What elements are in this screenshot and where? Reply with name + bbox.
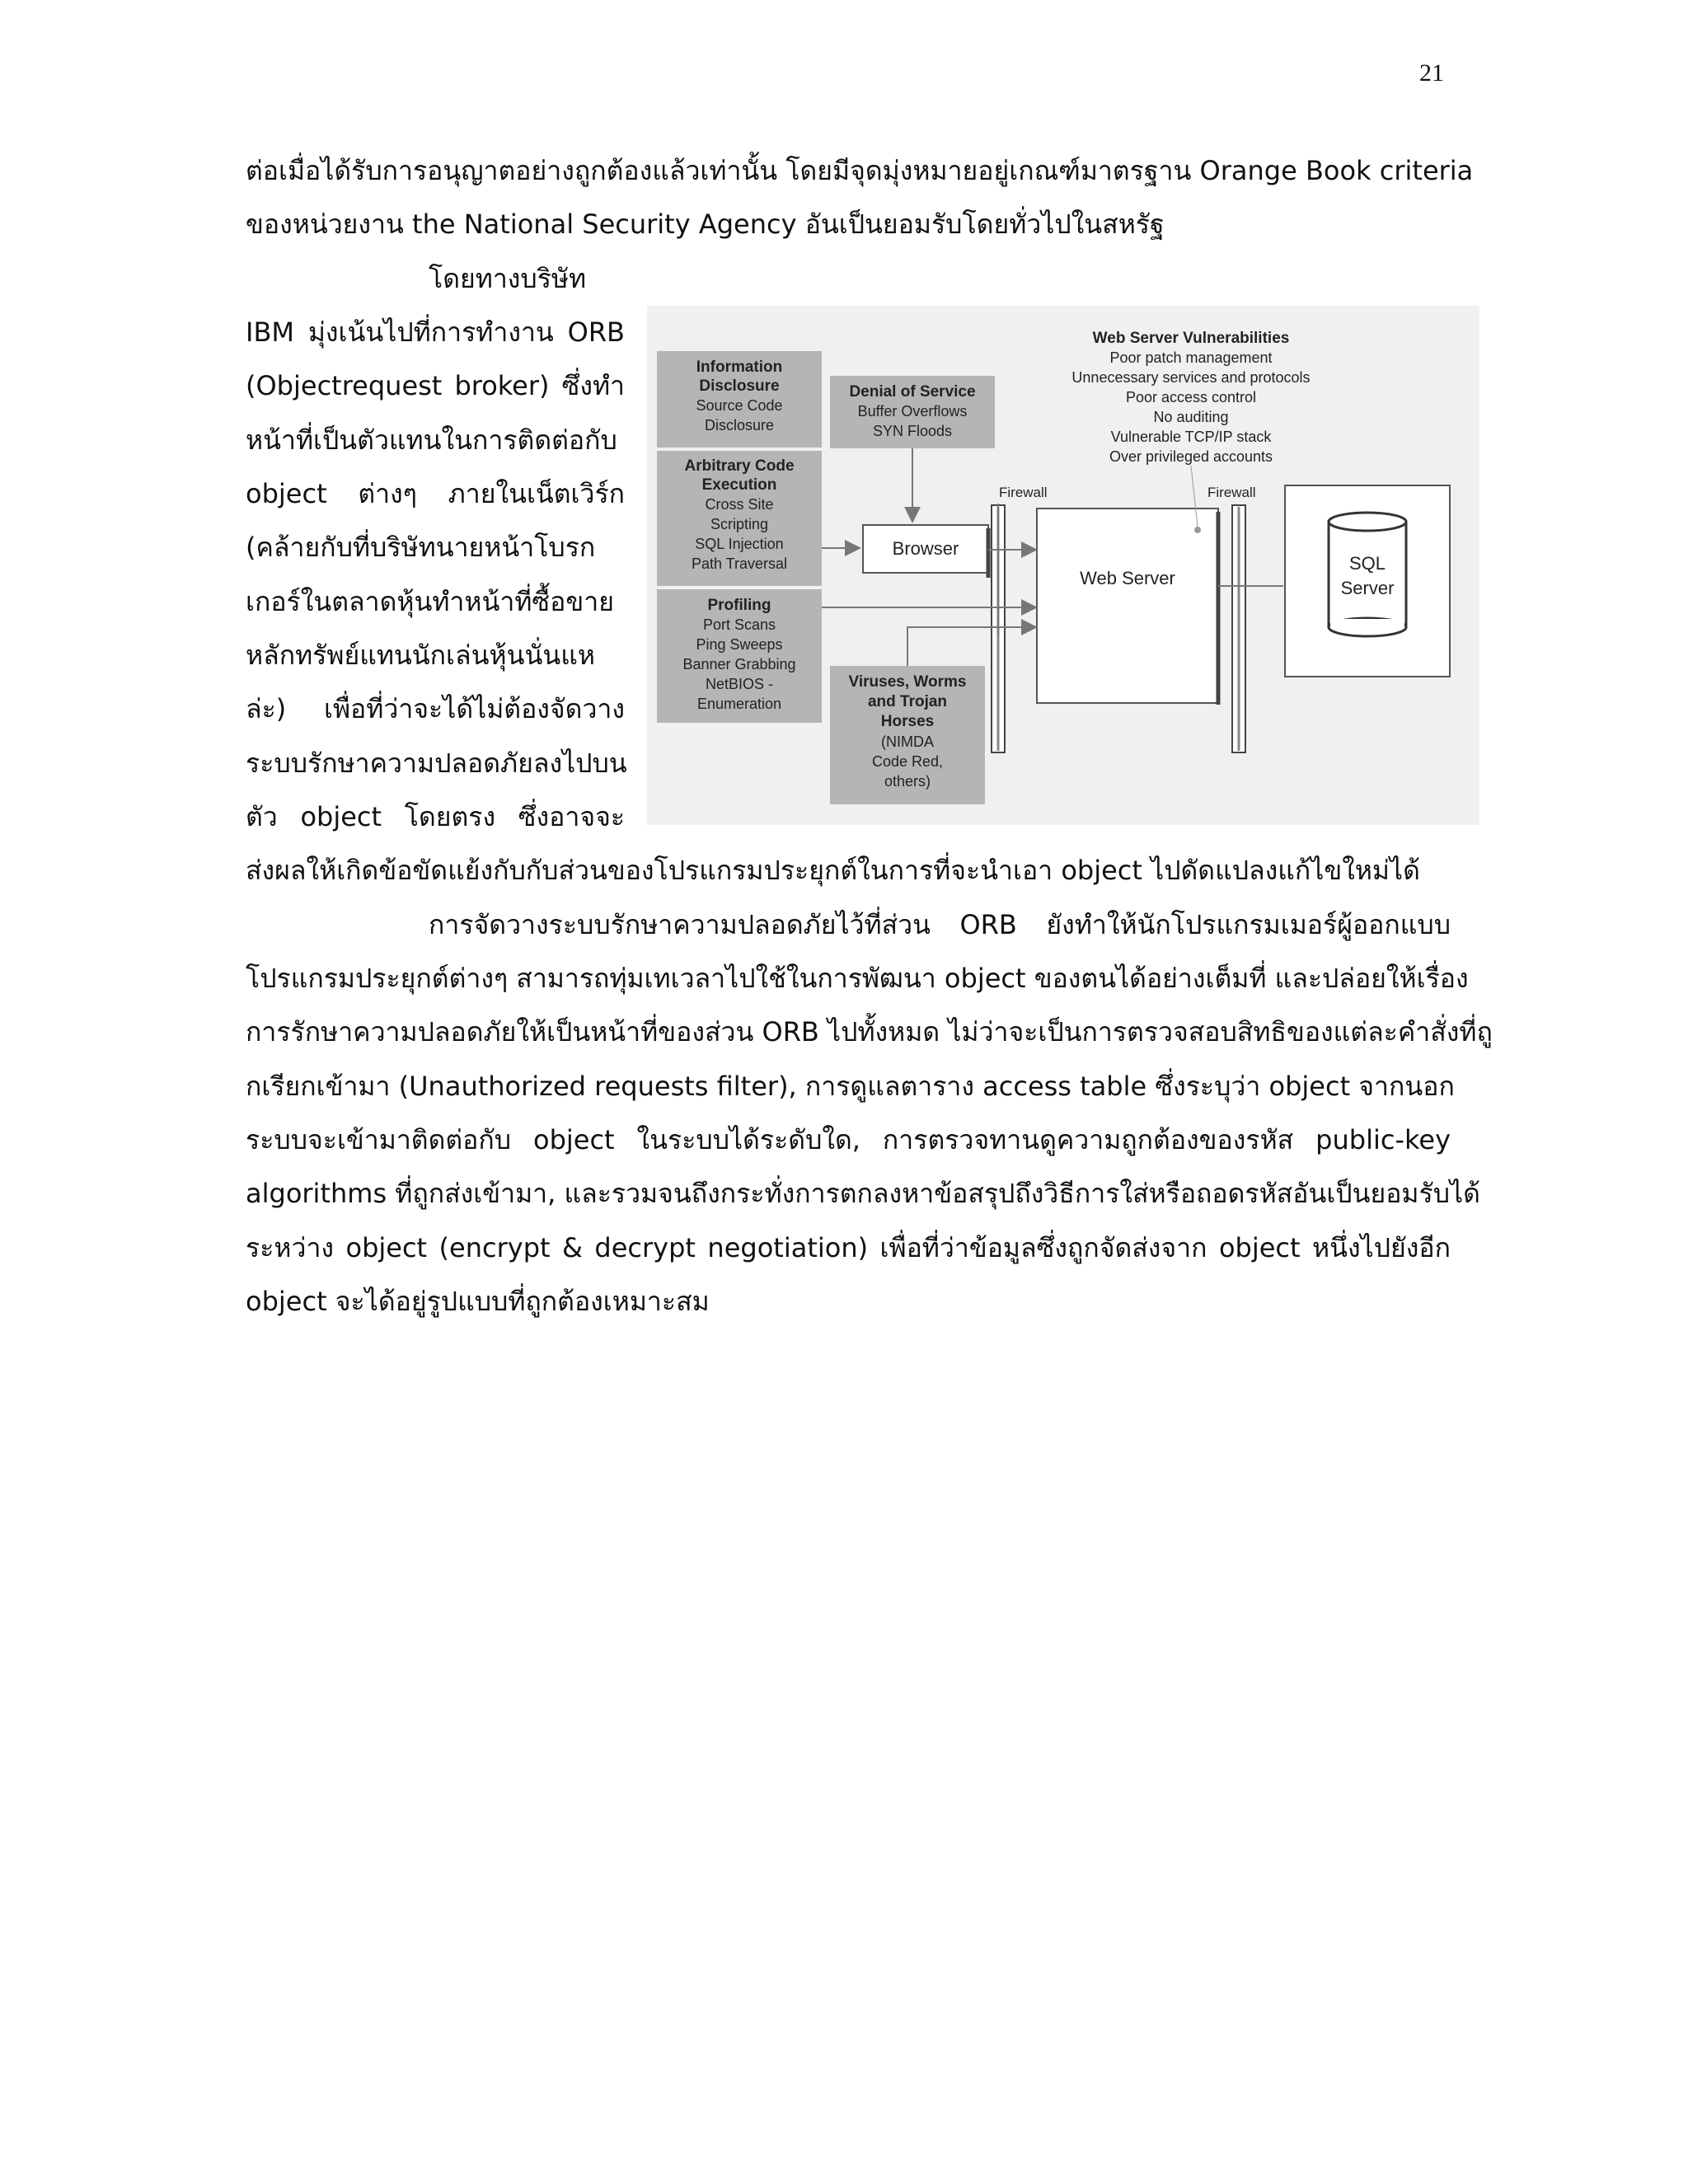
vuln-item-2: Unnecessary services and protocols <box>1071 369 1311 386</box>
arb-item-2: Scripting <box>710 516 769 532</box>
diagram-canvas <box>647 306 1479 825</box>
arb-item-4: Path Traversal <box>691 555 788 572</box>
wrap-line-6: เกอร์ในตลาดหุ้นทำหน้าที่ซื้อขาย <box>246 586 614 617</box>
wrap-line-7: หลักทรัพย์แทนนักเล่นหุ้นนั่นแห <box>246 640 595 671</box>
arb-title-2: Execution <box>701 476 777 494</box>
para2-line-8: object จะได้อยู่รูปแบบที่ถูกต้องเหมาะสม <box>246 1286 710 1317</box>
para2-line-3: การรักษาความปลอดภัยให้เป็นหน้าที่ของส่วน ORB ไปทั้งหมด ไม่ว่าจะเป็นการตรวจสอบสิทธิของแต่ละคำสั่งที่ถู <box>246 1016 1493 1047</box>
sql-cylinder-top <box>1329 513 1406 531</box>
para2-line-4: กเรียกเข้ามา (Unauthorized requests filter), การดูแลตาราง access table ซึ่งระบุว่า object จากนอก <box>246 1071 1455 1102</box>
vuln-dot <box>1194 527 1201 533</box>
para2-line-5: ระบบจะเข้ามาติดต่อกับ object ในระบบได้ระดับใด, การตรวจทานดูความถูกต้องของรหัส public-key <box>246 1124 1451 1155</box>
prof-item-4: NetBIOS - <box>705 676 774 692</box>
vir-title-3: Horses <box>880 713 935 730</box>
prof-item-3: Banner Grabbing <box>682 656 796 673</box>
para2-line-2: โปรแกรมประยุกต์ต่างๆ สามารถทุ่มเทเวลาไปใช้ในการพัฒนา object ของตนได้อย่างเต็มที่ และปล่อยให้เรื่อง <box>246 963 1469 994</box>
prof-item-5: Enumeration <box>696 696 782 712</box>
info-title-1: Information <box>696 359 783 376</box>
vir-title-2: and Trojan <box>867 693 948 710</box>
sql-cylinder-body <box>1329 522 1406 627</box>
dos-title: Denial of Service <box>849 383 976 401</box>
dos-item-2: SYN Floods <box>872 423 953 439</box>
dos-item-1: Buffer Overflows <box>857 403 968 419</box>
vuln-item-4: No auditing <box>1153 409 1229 425</box>
vir-item-1: (NIMDA <box>881 733 934 750</box>
web-server-label: Web Server <box>1080 568 1175 588</box>
wrap-line-4: object ต่างๆ ภายในเน็ตเวิร์ก <box>246 478 625 509</box>
vir-item-3: others) <box>884 773 931 790</box>
arb-item-3: SQL Injection <box>695 536 784 552</box>
vuln-item-6: Over privileged accounts <box>1109 448 1273 465</box>
vuln-item-5: Vulnerable TCP/IP stack <box>1110 429 1272 445</box>
wrap-line-10: ตัว object โดยตรง ซึ่งอาจจะ <box>246 801 625 832</box>
firewall-right-label: Firewall <box>1207 485 1256 500</box>
vuln-item-1: Poor patch management <box>1109 349 1273 366</box>
prof-item-2: Ping Sweeps <box>696 636 783 653</box>
wrap-line-3: หน้าที่เป็นตัวแทนในการติดต่อกับ <box>246 424 617 456</box>
wrap-line-5: (คล้ายกับที่บริษัทนายหน้าโบรก <box>246 532 596 563</box>
vir-item-2: Code Red, <box>871 753 944 770</box>
web-security-diagram <box>647 306 1479 825</box>
prof-title: Profiling <box>707 597 771 614</box>
page-number: 21 <box>1419 59 1444 87</box>
arb-item-1: Cross Site <box>705 496 774 513</box>
vuln-item-3: Poor access control <box>1125 389 1257 405</box>
wrap-line-8: ล่ะ) เพื่อที่ว่าจะได้ไม่ต้องจัดวาง <box>246 693 625 724</box>
wrap-line-9: ระบบรักษาความปลอดภัยลงไปบน <box>246 748 627 779</box>
body-line-2: ของหน่วยงาน the National Security Agency อันเป็นยอมรับโดยทั่วไปในสหรัฐ <box>246 209 1165 240</box>
para2-line-7: ระหว่าง object (encrypt & decrypt negotiation) เพื่อที่ว่าข้อมูลซึ่งถูกจัดส่งจาก object หนึ่งไปยังอีก <box>246 1232 1451 1263</box>
wrap-line-1: IBM มุ่งเน้นไปที่การทำงาน ORB <box>246 316 625 348</box>
body-line-4: ส่งผลให้เกิดข้อขัดแย้งกับกับส่วนของโปรแกรมประยุกต์ในการที่จะนำเอา object ไปดัดแปลงแก้ไขใหม่ได้ <box>246 855 1420 886</box>
arb-title-1: Arbitrary Code <box>684 457 795 475</box>
sql-cylinder-mask <box>1330 619 1404 626</box>
body-line-3: โดยทางบริษัท <box>429 263 587 294</box>
prof-item-1: Port Scans <box>702 616 776 633</box>
firewall-left-label: Firewall <box>999 485 1048 500</box>
info-item-1: Source Code <box>696 397 783 414</box>
info-title-2: Disclosure <box>699 377 780 395</box>
body-line-1: ต่อเมื่อได้รับการอนุญาตอย่างถูกต้องแล้วเท่านั้น โดยมีจุดมุ่งหมายอยู่เกณฑ์มาตรฐาน Orange Book criteria <box>246 155 1474 186</box>
wrap-line-2: (Objectrequest broker) ซึ่งทำ <box>246 370 625 401</box>
arrow-viruses-to-server <box>907 627 1036 666</box>
vuln-title: Web Server Vulnerabilities <box>1092 330 1290 347</box>
web-server-box <box>1037 509 1218 703</box>
para2-line-6: algorithms ที่ถูกส่งเข้ามา, และรวมจนถึงกระทั่งการตกลงหาข้อสรุปถึงวิธีการใส่หรือถอดรหัสอันเป็นยอมรับได้ <box>246 1178 1480 1209</box>
info-item-2: Disclosure <box>704 417 775 434</box>
para2-line-1: การจัดวางระบบรักษาความปลอดภัยไว้ที่ส่วน ORB ยังทำให้นักโปรแกรมเมอร์ผู้ออกแบบ <box>429 909 1451 940</box>
vir-title-1: Viruses, Worms <box>848 673 967 691</box>
browser-label: Browser <box>892 538 959 559</box>
sql-label-1: SQL <box>1348 553 1386 574</box>
sql-label-2: Server <box>1340 578 1395 598</box>
